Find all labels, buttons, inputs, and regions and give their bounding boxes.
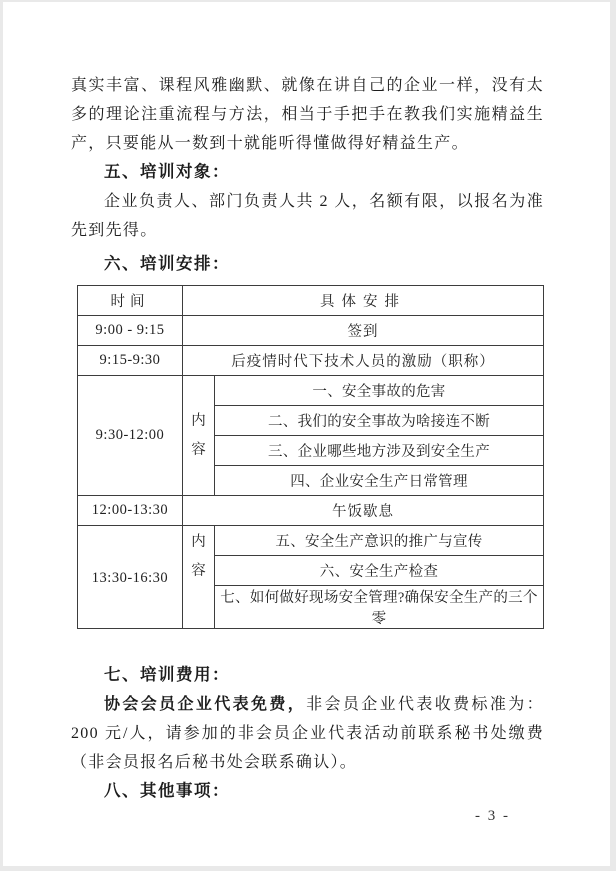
schedule-item: 一、安全事故的危害 — [215, 376, 544, 406]
schedule-table — [77, 285, 544, 629]
content-label-char: 内 — [191, 534, 206, 550]
table-row — [78, 346, 544, 376]
group2-content-label — [183, 526, 215, 629]
row-detail: 签到 — [183, 316, 544, 346]
section-6-heading: 六、培训安排： — [104, 255, 230, 273]
section-5-body: 企业负责人、部门负责人共 2 人，名额有限，以报名为准先到先得。 — [71, 193, 544, 239]
header-time: 时间 — [78, 286, 183, 316]
table-row — [78, 376, 544, 406]
document-page — [3, 2, 610, 866]
content-label-char: 内 — [191, 412, 206, 429]
schedule-item: 四、企业安全生产日常管理 — [215, 466, 544, 496]
fee-regular-text: 非会员企业代表收费标准为：200 元/人，请参加的非会员企业代表活动前联系秘书处缴费（非会员报名后秘书处会联系确认）。 — [71, 696, 544, 771]
section-7-body — [71, 690, 544, 777]
content-label-char: 容 — [191, 441, 206, 458]
content-label-char: 容 — [191, 563, 206, 579]
schedule-item: 三、企业哪些地方涉及到安全生产 — [215, 436, 544, 466]
row-detail: 后疫情时代下技术人员的激励（职称） — [183, 346, 544, 376]
row-time: 9:15-9:30 — [78, 346, 183, 376]
table-header-row — [78, 286, 544, 316]
table-row — [78, 316, 544, 346]
page-number: - 3 - — [475, 808, 510, 824]
row-time: 12:00-13:30 — [78, 496, 183, 526]
section-5-heading: 五、培训对象： — [104, 163, 230, 181]
schedule-item: 七、如何做好现场安全管理?确保安全生产的三个零 — [215, 586, 544, 629]
fee-bold-text: 协会会员企业代表免费， — [104, 696, 307, 713]
schedule-item: 二、我们的安全事故为啥接连不断 — [215, 406, 544, 436]
intro-paragraph: 真实丰富、课程风雅幽默、就像在讲自己的企业一样，没有太多的理论注重流程与方法，相当于手把手在教我们实施精益生产，只要能从一数到十就能听得懂做得好精益生产。 — [71, 77, 544, 152]
group2-time: 13:30-16:30 — [78, 526, 183, 629]
section-7-heading: 七、培训费用： — [104, 666, 230, 684]
section-8-heading: 八、其他事项： — [104, 782, 230, 800]
header-detail: 具体安排 — [183, 286, 544, 316]
table-row — [78, 496, 544, 526]
schedule-item: 五、安全生产意识的推广与宣传 — [215, 526, 544, 556]
table-row — [78, 526, 544, 556]
group1-content-label — [183, 376, 215, 496]
schedule-item: 六、安全生产检查 — [215, 556, 544, 586]
row-time: 9:00 - 9:15 — [78, 316, 183, 346]
group1-time: 9:30-12:00 — [78, 376, 183, 496]
row-detail: 午饭歇息 — [183, 496, 544, 526]
